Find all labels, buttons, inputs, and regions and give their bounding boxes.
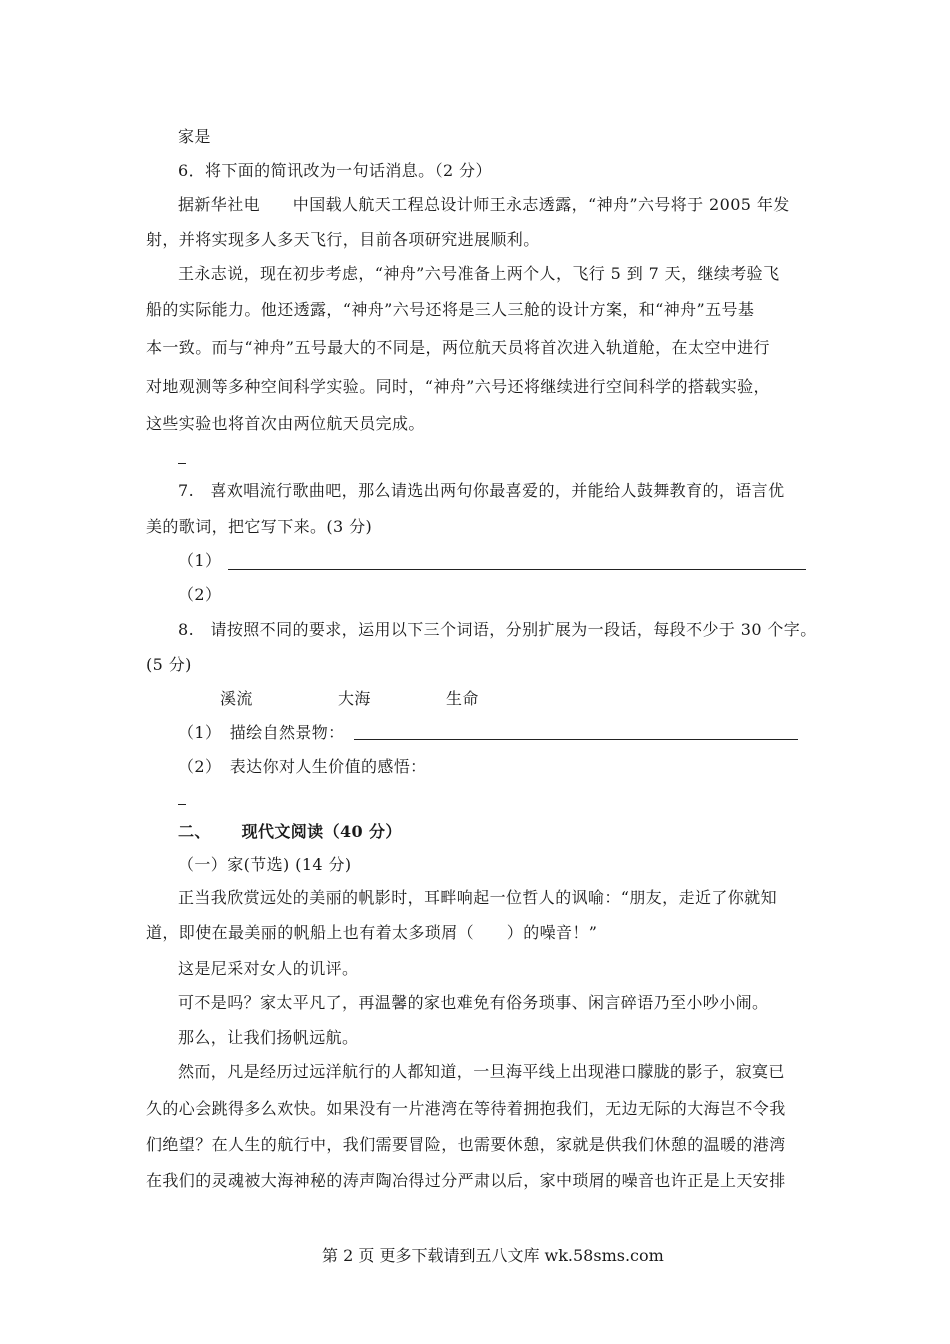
q8-item-1-answer-line xyxy=(354,739,798,740)
subsection-heading: （一）家(节选) (14 分) xyxy=(178,855,352,874)
question-6: 6．将下面的简讯改为一句话消息。（2 分） xyxy=(178,161,492,180)
passage-paragraph-5-cont: 在我们的灵魂被大海神秘的涛声陶冶得过分严肃以后，家中琐屑的噪音也许正是上天安排 xyxy=(146,1171,786,1190)
word-1: 溪流 xyxy=(220,689,253,708)
q7-item-2-label: （2） xyxy=(178,585,222,604)
passage-paragraph-5: 然而，凡是经历过远洋航行的人都知道，一旦海平线上出现港口朦胧的影子，寂寞已 xyxy=(178,1062,785,1081)
page-footer: 第 2 页 更多下载请到五八文库 wk.58sms.com xyxy=(322,1246,664,1265)
question-8: 8. 请按照不同的要求，运用以下三个词语，分别扩展为一段话，每段不少于 30 个字。 xyxy=(178,620,817,639)
passage-paragraph-3: 可不是吗？家太平凡了，再温馨的家也难免有俗务琐事、闲言碎语乃至小吵小闹。 xyxy=(178,993,769,1012)
q7-item-1-label: （1） xyxy=(178,551,222,570)
question-7: 7. 喜欢唱流行歌曲吧，那么请选出两句你最喜爱的，并能给人鼓舞教育的，语言优 xyxy=(178,481,785,500)
passage-paragraph-1: 正当我欣赏远处的美丽的帆影时，耳畔响起一位哲人的讽喻：“朋友，走近了你就知 xyxy=(178,888,777,907)
passage-paragraph-5-cont: 们绝望？在人生的航行中，我们需要冒险，也需要休憩，家就是供我们休憩的温暖的港湾 xyxy=(146,1135,786,1154)
passage-paragraph-1-cont: 道，即使在最美丽的帆船上也有着太多琐屑（ ）的噪音！” xyxy=(146,923,598,942)
q7-item-1-answer-line xyxy=(228,569,806,570)
passage-paragraph-4: 那么，让我们扬帆远航。 xyxy=(178,1028,359,1047)
text-line: 家是 xyxy=(178,127,211,146)
news-paragraph-2-cont: 本一致。而与“神舟”五号最大的不同是，两位航天员将首次进入轨道舱，在太空中进行 xyxy=(146,338,770,357)
answer-blank xyxy=(178,804,186,805)
q8-item-1-label: （1） 描绘自然景物： xyxy=(178,723,345,742)
news-paragraph-1-cont: 射，并将实现多人多天飞行，目前各项研究进展顺利。 xyxy=(146,230,540,249)
q8-item-2-label: （2） 表达你对人生价值的感悟： xyxy=(178,757,427,776)
answer-blank xyxy=(178,463,186,464)
word-3: 生命 xyxy=(446,689,479,708)
question-8-cont: (5 分) xyxy=(146,655,192,674)
passage-paragraph-2: 这是尼采对女人的讥评。 xyxy=(178,959,359,978)
word-2: 大海 xyxy=(338,689,371,708)
section-heading: 二、 现代文阅读（40 分） xyxy=(178,822,402,841)
question-7-cont: 美的歌词，把它写下来。(3 分) xyxy=(146,517,373,536)
news-paragraph-2-cont: 船的实际能力。他还透露，“神舟”六号还将是三人三舱的设计方案，和“神舟”五号基 xyxy=(146,300,755,319)
news-paragraph-1: 据新华社电 中国载人航天工程总设计师王永志透露，“神舟”六号将于 2005 年发 xyxy=(178,195,790,214)
news-paragraph-2-cont: 对地观测等多种空间科学实验。同时，“神舟”六号还将继续进行空间科学的搭载实验， xyxy=(146,377,770,396)
news-paragraph-2: 王永志说，现在初步考虑，“神舟”六号准备上两个人，飞行 5 到 7 天，继续考验飞 xyxy=(178,264,780,283)
news-paragraph-2-cont: 这些实验也将首次由两位航天员完成。 xyxy=(146,414,425,433)
passage-paragraph-5-cont: 久的心会跳得多么欢快。如果没有一片港湾在等待着拥抱我们，无边无际的大海岂不令我 xyxy=(146,1099,786,1118)
